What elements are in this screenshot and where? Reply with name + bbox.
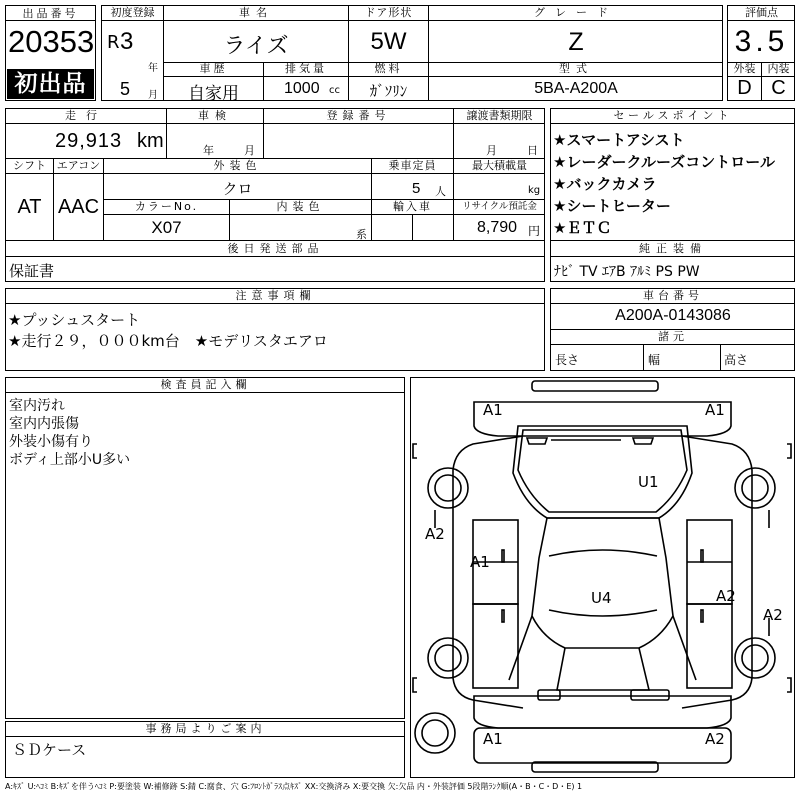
int-label: 内装 bbox=[767, 62, 790, 75]
notes-line: ★走行２９，０００km台 ★モデリスタエアロ bbox=[8, 332, 328, 350]
year-unit: 年 bbox=[148, 63, 158, 74]
deadline-day-unit: 日 bbox=[527, 144, 538, 157]
interior-color-label: 内装色 bbox=[276, 200, 325, 213]
door-label: ドア形状 bbox=[364, 6, 413, 19]
sales-point: ★バックカメラ bbox=[553, 175, 657, 193]
interior-color-unit: 系 bbox=[356, 228, 367, 241]
office-value: ＳＤケース bbox=[12, 741, 87, 759]
recycle-label: リサイクル預託金 bbox=[462, 201, 537, 212]
colorno-label: カラーNo. bbox=[134, 200, 199, 213]
inspection-month-unit: 月 bbox=[244, 144, 255, 157]
shift-label: シフト bbox=[13, 159, 46, 172]
capacity-unit: 人 bbox=[435, 185, 446, 198]
inspection-year-unit: 年 bbox=[203, 144, 214, 157]
month-unit: 月 bbox=[148, 90, 158, 101]
damage-mark: A2 bbox=[705, 730, 725, 748]
damage-mark: A1 bbox=[483, 730, 503, 748]
lot-number: 20353 bbox=[8, 24, 95, 59]
inspector-line: ボディ上部小U多い bbox=[9, 452, 131, 468]
damage-diagram bbox=[410, 377, 795, 778]
lot-box bbox=[5, 5, 96, 101]
mileage-unit: km bbox=[137, 130, 164, 152]
damage-mark: A2 bbox=[716, 587, 736, 605]
recycle-value: 8,790 bbox=[477, 219, 518, 236]
door-value: 5W bbox=[370, 28, 407, 55]
history-label: 車歴 bbox=[199, 62, 228, 75]
fuel-value: ｶﾞｿﾘﾝ bbox=[369, 82, 408, 100]
year-value: 3 bbox=[120, 28, 134, 55]
int-value: C bbox=[771, 77, 786, 99]
ext-value: D bbox=[737, 77, 752, 99]
mileage-value: 29,913 bbox=[55, 130, 123, 152]
damage-mark: A2 bbox=[763, 606, 783, 624]
reg-number-label: 登録番号 bbox=[326, 109, 391, 122]
length-label: 長さ bbox=[555, 353, 580, 367]
aircon-value: AAC bbox=[57, 196, 100, 218]
mileage-label: 走行 bbox=[65, 109, 107, 122]
sales-point: ★ＥＴＣ bbox=[553, 219, 612, 237]
spec-label: 諸元 bbox=[658, 330, 688, 343]
equipment-value: ﾅﾋﾞ TV ｴｱB ｱﾙﾐ PS PW bbox=[554, 264, 700, 280]
capacity-label: 乗車定員 bbox=[388, 159, 437, 172]
notes-label: 注意事項欄 bbox=[235, 289, 316, 302]
import-label: 輸入車 bbox=[393, 200, 432, 213]
score-label: 評価点 bbox=[745, 6, 778, 19]
inspector-label: 検査員記入欄 bbox=[160, 378, 251, 391]
history-value: 自家用 bbox=[188, 84, 239, 104]
chassis-label: 車台番号 bbox=[643, 289, 703, 302]
sales-point: ★スマートアシスト bbox=[553, 131, 685, 149]
deadline-month-unit: 月 bbox=[486, 144, 497, 157]
displacement-label: 排気量 bbox=[285, 62, 327, 75]
lot-label: 出品番号 bbox=[6, 6, 95, 21]
notes-line: ★プッシュスタート bbox=[8, 311, 141, 329]
month-value: 5 bbox=[120, 79, 131, 99]
equipment-label: 純正装備 bbox=[639, 242, 707, 255]
damage-mark: U4 bbox=[591, 589, 612, 607]
recycle-unit: 円 bbox=[528, 224, 541, 238]
damage-mark: A1 bbox=[483, 401, 503, 419]
grade-label: グレード bbox=[534, 6, 618, 19]
colorno-value: X07 bbox=[151, 218, 182, 237]
office-label: 事務局よりご案内 bbox=[145, 722, 266, 735]
later-parts-value: 保証書 bbox=[9, 262, 55, 280]
maxload-unit: kg bbox=[528, 185, 541, 196]
ext-label: 外装 bbox=[733, 62, 756, 75]
deadline-label: 譲渡書類期限 bbox=[466, 109, 533, 122]
aircon-label: エアコン bbox=[56, 159, 101, 172]
shift-value: AT bbox=[17, 196, 42, 218]
sales-label: セールスポイント bbox=[613, 109, 733, 122]
car-outline-diagram bbox=[411, 378, 794, 777]
displacement-unit: cc bbox=[329, 85, 340, 96]
exterior-color-value: クロ bbox=[222, 180, 253, 198]
sales-point: ★レーダークルーズコントロール bbox=[553, 153, 775, 171]
grade-value: Z bbox=[568, 28, 584, 56]
capacity-value: 5 bbox=[412, 180, 421, 197]
displacement-value: 1000 bbox=[284, 80, 320, 97]
inspector-line: 室内内張傷 bbox=[9, 416, 79, 432]
car-name-label: 車名 bbox=[239, 6, 273, 19]
damage-mark: A1 bbox=[470, 553, 490, 571]
damage-mark: A2 bbox=[425, 525, 445, 543]
score-value: 3.5 bbox=[734, 25, 789, 58]
damage-mark: U1 bbox=[638, 473, 659, 491]
sales-point: ★シートヒーター bbox=[553, 197, 671, 215]
later-parts-label: 後日発送部品 bbox=[227, 242, 324, 255]
chassis-value: A200A-0143086 bbox=[615, 307, 731, 324]
exterior-color-label: 外装色 bbox=[213, 159, 262, 172]
car-name-value: ライズ bbox=[223, 34, 289, 59]
width-label: 幅 bbox=[648, 353, 661, 367]
legend-text: A:ｷｽﾞ U:ﾍｺﾐ B:ｷｽﾞを伴うﾍｺﾐ P:要塗装 W:補修跡 S:錆 C:腐食、穴 G:ﾌﾛﾝﾄｶﾞﾗｽ点ｷｽﾞ XX:交換済み X:要交換 欠:欠品 内・外装評価 5段階ﾗﾝｸ順(A・B・C・D・E) 1 bbox=[5, 782, 583, 791]
inspector-line: 外装小傷有り bbox=[9, 434, 93, 450]
inspector-line: 室内汚れ bbox=[9, 398, 65, 414]
era-value: R bbox=[107, 32, 120, 53]
maxload-label: 最大積載量 bbox=[472, 159, 527, 172]
model-label: 型式 bbox=[559, 62, 593, 75]
first-listing-badge: 初出品 bbox=[7, 69, 94, 99]
fuel-label: 燃料 bbox=[374, 62, 403, 75]
inspection-label: 車検 bbox=[198, 109, 232, 122]
reg-label: 初度登録 bbox=[110, 6, 155, 19]
damage-mark: A1 bbox=[705, 401, 725, 419]
model-value: 5BA-A200A bbox=[534, 80, 618, 97]
height-label: 高さ bbox=[724, 353, 749, 367]
